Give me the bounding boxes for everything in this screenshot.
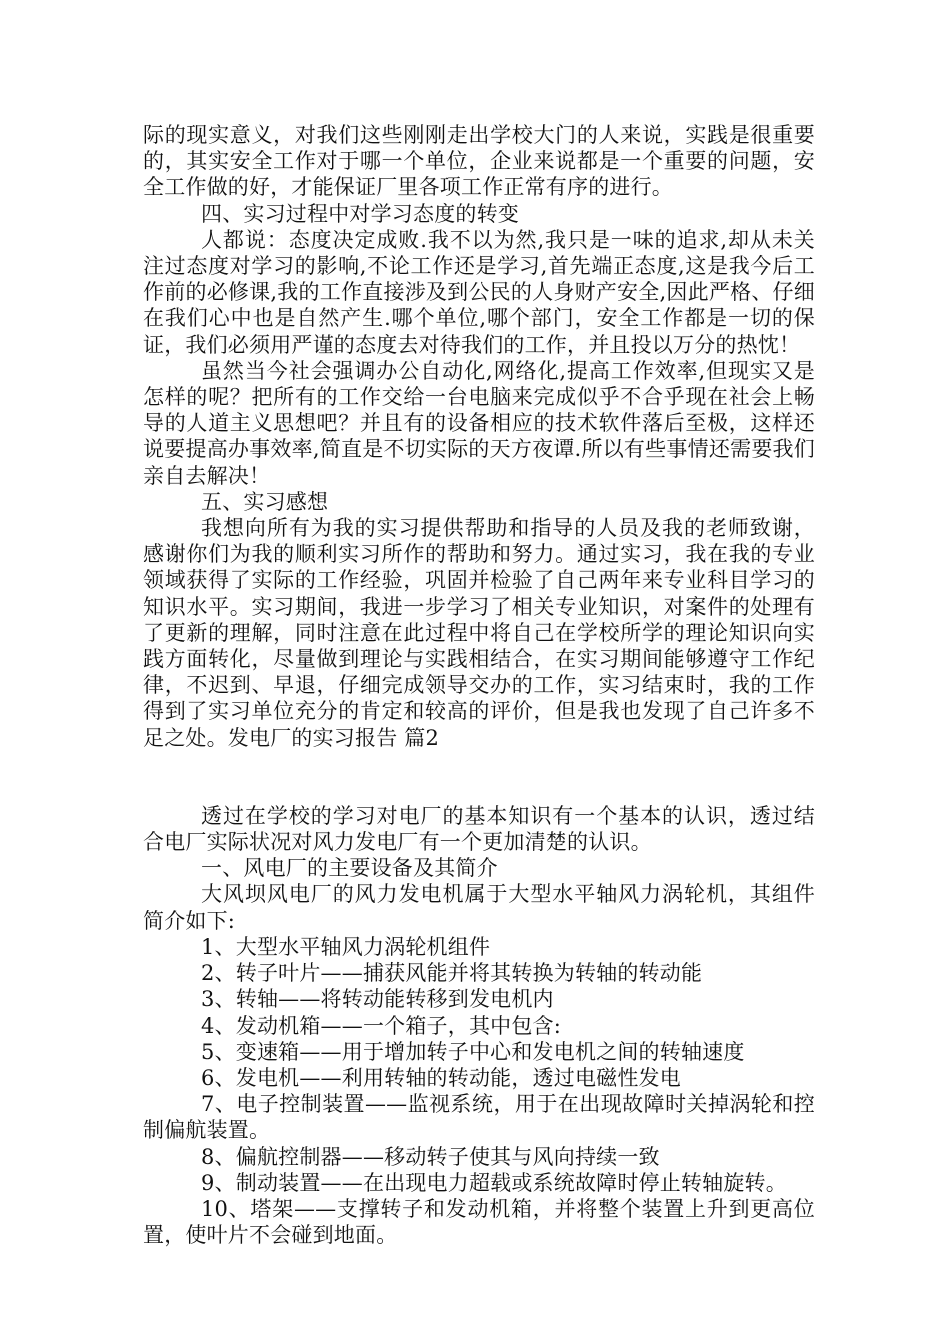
paragraph-gap xyxy=(143,751,815,803)
list-item-5: 5、变速箱——用于增加转子中心和发电机之间的转轴速度 xyxy=(201,1039,745,1064)
list-item-2: 2、转子叶片——捕获风能并将其转换为转轴的转动能 xyxy=(201,961,703,986)
section-heading-equipment: 一、风电厂的主要设备及其简介 xyxy=(201,856,498,881)
list-item-1: 1、大型水平轴风力涡轮机组件 xyxy=(201,934,491,959)
paragraph-intro-part2: 透过在学校的学习对电厂的基本知识有一个基本的认识，透过结合电厂实际状况对风力发电厂有一个更加清楚的认识。 xyxy=(143,803,815,855)
list-item-3: 3、转轴——将转动能转移到发电机内 xyxy=(201,987,554,1012)
paragraph-thanks: 我想向所有为我的实习提供帮助和指导的人员及我的老师致谢，感谢你们为我的顺利实习所作的帮助和努力。通过实习，我在我的专业领域获得了实际的工作经验，巩固并检验了自己两年来专业科目学习的知识水平。实习期间，我进一步学习了相关专业知识，对案件的处理有了更新的理解，同时注意在此过程中将自己在学校所学的理论知识向实践方面转化，尽量做到理论与实践相结合，在实习期间能够遵守工作纪律，不迟到、早退，仔细完成领导交办的工作，实习结束时，我的工作得到了实习单位充分的肯定和较高的评价，但是我也发现了自己许多不足之处。发电厂的实习报告 篇2 xyxy=(143,516,815,750)
list-item-8: 8、偏航控制器——移动转子使其与风向持续一致 xyxy=(201,1144,660,1169)
list-item-7: 7、电子控制装置——监视系统，用于在出现故障时关掉涡轮和控制偏航装置。 xyxy=(143,1092,815,1143)
list-item-9: 9、制动装置——在出现电力超载或系统故障时停止转轴旋转。 xyxy=(201,1170,787,1195)
list-item-6: 6、发电机——利用转轴的转动能，透过电磁性发电 xyxy=(201,1065,681,1090)
paragraph-automation: 虽然当今社会强调办公自动化,网络化,提高工作效率,但现实又是怎样的呢？把所有的工作交给一台电脑来完成似乎不合乎现在社会上畅导的人道主义思想吧？并且有的设备相应的技术软件落后至极，这样还说要提高办事效率,简直是不切实际的天方夜谭.所以有些事情还需要我们亲自去解决！ xyxy=(143,358,815,488)
paragraph-continuation: 际的现实意义，对我们这些刚刚走出学校大门的人来说，实践是很重要的，其实安全工作对于哪一个单位，企业来说都是一个重要的问题，安全工作做的好，才能保证厂里各项工作正常有序的进行。 xyxy=(143,123,815,200)
list-item-4: 4、发动机箱——一个箱子，其中包含: xyxy=(201,1013,562,1038)
section-heading-reflections: 五、实习感想 xyxy=(201,489,329,514)
paragraph-attitude: 人都说：态度决定成败.我不以为然,我只是一味的追求,却从未关注过态度对学习的影响,不论工作还是学习,首先端正态度,这是我今后工作前的必修课,我的工作直接涉及到公民的人身财产安全,因此严格、仔细在我们心中也是自然产生.哪个单位,哪个部门，安全工作都是一切的保证，我们必须用严谨的态度去对待我们的工作，并且投以万分的热忱！ xyxy=(143,227,815,357)
section-heading-attitude: 四、实习过程中对学习态度的转变 xyxy=(201,201,519,226)
list-item-10: 10、塔架——支撑转子和发动机箱，并将整个装置上升到更高位置，使叶片不会碰到地面。 xyxy=(143,1196,815,1248)
document-body xyxy=(143,122,815,1248)
paragraph-turbine-intro: 大风坝风电厂的风力发电机属于大型水平轴风力涡轮机，其组件简介如下: xyxy=(143,882,815,933)
